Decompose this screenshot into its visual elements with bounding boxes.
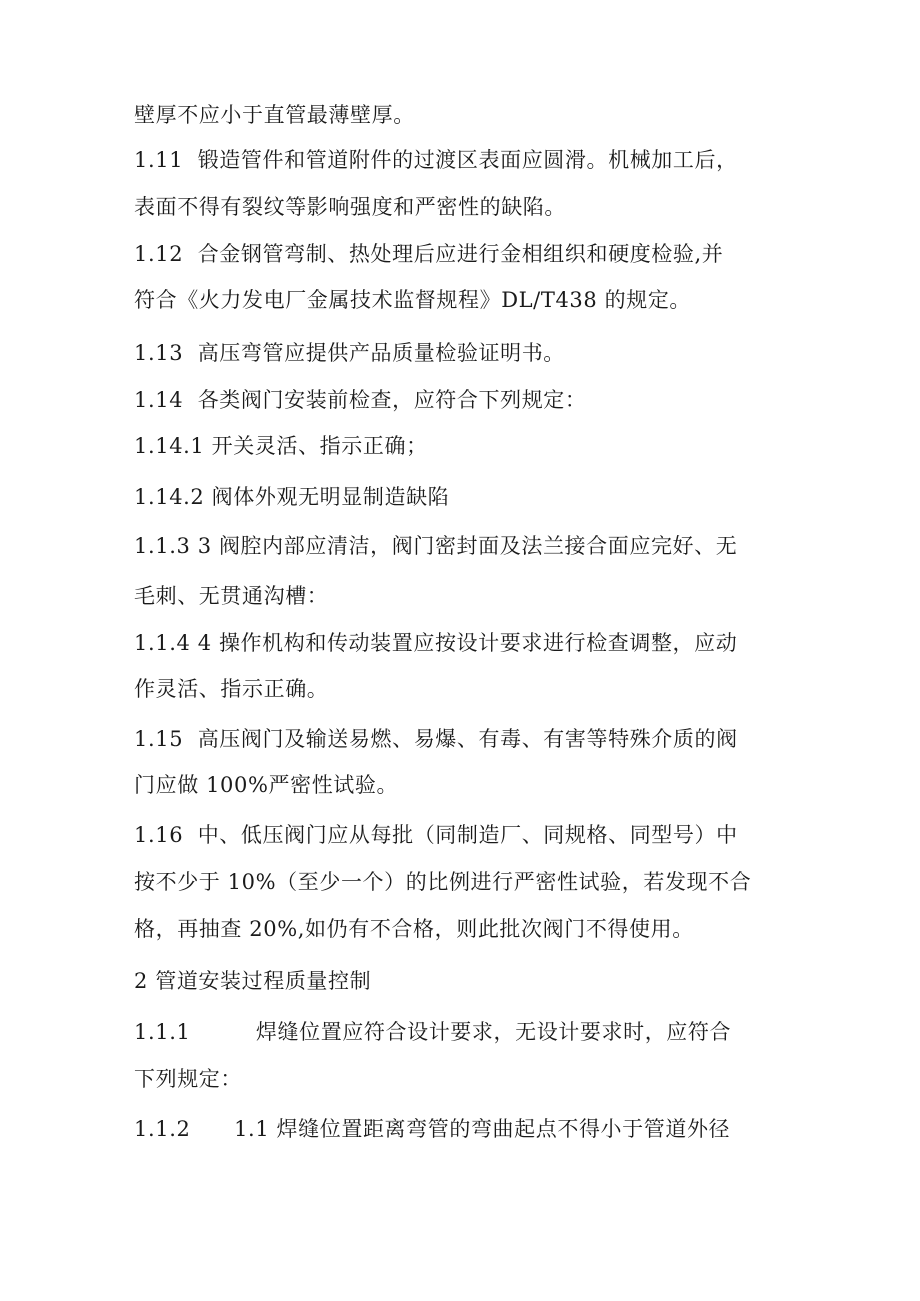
text-line: 1.14 各类阀门安装前检查，应符合下列规定： [134,388,587,412]
text-line: 壁厚不应小于直管最薄壁厚。 [134,103,415,127]
text-line: 1.1.2 1.1 焊缝位置距离弯管的弯曲起点不得小于管道外径 [134,1117,731,1141]
text-line: 下列规定： [134,1067,242,1091]
text-line: 1.11 锻造管件和管道附件的过渡区表面应圆滑。机械加工后， [134,148,738,172]
text-line: 1.1.3 3 阀腔内部应清洁，阀门密封面及法兰接合面应完好、无 [134,534,738,558]
text-line: 符合《火力发电厂金属技术监督规程》DL/T438 的规定。 [134,288,692,312]
text-line: 1.14.2 阀体外观无明显制造缺陷 [134,485,450,509]
text-line: 门应做 100%严密性试验。 [134,773,399,797]
text-line: 作灵活、指示正确。 [134,677,329,701]
text-line: 毛刺、无贯通沟槽： [134,584,329,608]
text-line: 按不少于 10%（至少一个）的比例进行严密性试验，若发现不合 [134,870,752,894]
section-heading: 2 管道安装过程质量控制 [134,969,372,993]
text-line: 1.12 合金钢管弯制、热处理后应进行金相组织和硬度检验,并 [134,242,724,266]
text-line: 1.1.1 焊缝位置应符合设计要求，无设计要求时，应符合 [134,1020,732,1044]
text-line: 1.1.4 4 操作机构和传动装置应按设计要求进行检查调整，应动 [134,631,738,655]
text-line: 1.14.1 开关灵活、指示正确； [134,434,428,458]
text-line: 表面不得有裂纹等影响强度和严密性的缺陷。 [134,195,566,219]
text-line: 1.15 高压阀门及输送易燃、易爆、有毒、有害等特殊介质的阀 [134,727,738,751]
text-line: 1.13 高压弯管应提供产品质量检验证明书。 [134,341,565,365]
text-line: 1.16 中、低压阀门应从每批（同制造厂、同规格、同型号）中 [134,823,738,847]
text-line: 格，再抽查 20%,如仍有不合格，则此批次阀门不得使用。 [134,917,694,941]
